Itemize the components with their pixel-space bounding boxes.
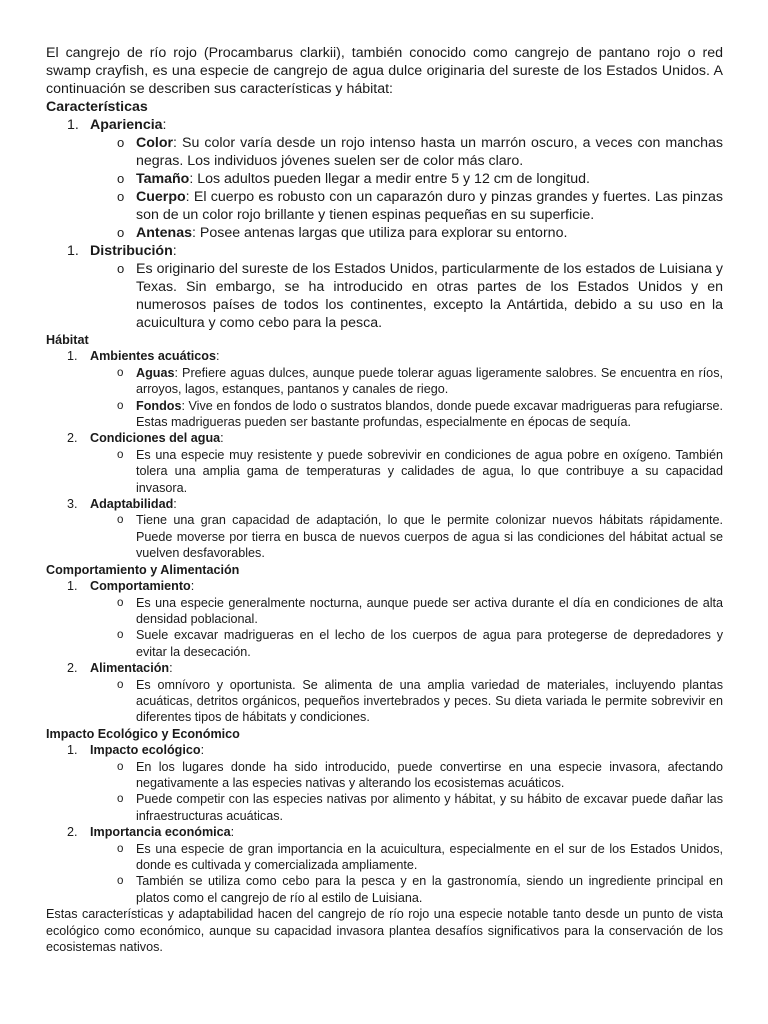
bullet-omnivoro [46, 677, 723, 726]
bullet-marker: o [117, 225, 125, 240]
bullet-text: Es una especie generalmente nocturna, aunque puede ser activa durante el día en condiciones de alta densidad poblacional. [136, 595, 723, 626]
bullet-marker: o [117, 875, 124, 888]
bullet-label: Aguas [136, 365, 175, 380]
bullet-label: Tamaño [136, 171, 190, 187]
section-heading: Características [46, 99, 148, 115]
item-number: 3. [67, 497, 78, 512]
bullet-competir [46, 791, 723, 824]
bullet-fondos [46, 398, 723, 431]
bullet-label: Antenas [136, 225, 192, 241]
bullet-text: Puede competir con las especies nativas por alimento y hábitat, y su hábito de excavar puede dañar las infraestructuras acuáticas. [136, 792, 723, 823]
section-comportamiento [46, 562, 723, 726]
bullet-marker: o [117, 793, 124, 806]
section-heading: Comportamiento y Alimentación [46, 562, 240, 577]
bullet-label: Cuerpo [136, 189, 186, 205]
item-number: 1. [67, 579, 78, 594]
bullet-label: Color [136, 135, 174, 151]
bullet-marker: o [117, 366, 124, 379]
bullet-marker: o [117, 842, 124, 855]
bullet-madrigueras [46, 627, 723, 660]
bullet-label: Fondos [136, 398, 182, 413]
bullet-text: Es una especie muy resistente y puede sobrevivir en condiciones de agua pobre en oxígeno. También tolera una amplia gama de temperaturas y calidades de agua, lo que contribuye a su capacidad invasora. [136, 447, 723, 495]
numbered-item-condiciones: 2. Condiciones del agua: [67, 431, 224, 446]
item-title: Ambientes acuáticos [90, 349, 216, 364]
bullet-marker: o [117, 760, 124, 773]
section-habitat [46, 332, 723, 562]
bullet-text: : Posee antenas largas que utiliza para explorar su entorno. [191, 225, 568, 241]
bullet-distribucion [46, 260, 723, 332]
item-title: Comportamiento [90, 579, 191, 594]
bullet-antenas [46, 224, 723, 242]
item-title: Adaptabilidad [90, 497, 174, 512]
section-heading: Impacto Ecológico y Económico [46, 726, 240, 741]
item-title: Alimentación [90, 661, 170, 676]
item-number: 1. [67, 743, 78, 758]
bullet-aguas [46, 365, 723, 398]
bullet-text: En los lugares donde ha sido introducido, puede convertirse en una especie invasora, afectando negativamente a las especies nativas y alterando los ecosistemas acuáticos. [136, 759, 723, 790]
bullet-cuerpo [46, 188, 723, 224]
item-number: 1. [67, 117, 79, 133]
bullet-nocturna [46, 595, 723, 628]
numbered-item-adaptabilidad: 3. Adaptabilidad: [67, 497, 177, 512]
bullet-text: : Prefiere aguas dulces, aunque puede tolerar aguas ligeramente salobres. Se encuentra en ríos, arroyos, lagos, estanques, pantanos y canales de riego. [136, 365, 723, 397]
bullet-text: Es originario del sureste de los Estados Unidos, particularmente de los estados de Luisiana y Texas. Sin embargo, se ha introducido en otras partes de los Estados Unidos y en numerosos países de todos los continentes, excepto la Antártida, debido a su uso en la acuicultura y como cebo para la pesca. [136, 261, 723, 331]
item-title: Condiciones del agua [90, 431, 221, 446]
bullet-marker: o [117, 514, 124, 527]
numbered-item-apariencia: 1. Apariencia: [67, 117, 167, 133]
numbered-item-importancia-economica: 2. Importancia económica: [67, 825, 235, 840]
bullet-text: Suele excavar madrigueras en el lecho de los cuerpos de agua para protegerse de depredadores y evitar la desecación. [136, 628, 723, 659]
document-page [46, 44, 723, 955]
bullet-marker: o [117, 629, 124, 642]
bullet-marker: o [117, 399, 124, 412]
bullet-cebo [46, 873, 723, 906]
section-heading: Hábitat [46, 333, 89, 347]
section-impacto [46, 726, 723, 906]
item-title: Distribución [90, 243, 173, 259]
item-number: 2. [67, 431, 78, 446]
bullet-marker: o [117, 596, 124, 609]
bullet-marker: o [117, 678, 124, 691]
bullet-marker: o [117, 171, 125, 186]
numbered-item-impacto-ecologico: 1. Impacto ecológico: [67, 743, 205, 758]
bullet-tamano [46, 170, 723, 188]
bullet-marker: o [117, 448, 124, 461]
bullet-marker: o [117, 135, 125, 150]
bullet-text: También se utiliza como cebo para la pesca y en la gastronomía, siendo un ingrediente principal en platos como el cangrejo de río al estilo de Luisiana. [136, 874, 723, 905]
bullet-invasora [46, 759, 723, 792]
bullet-text: Es una especie de gran importancia en la acuicultura, especialmente en el sur de los Estados Unidos, donde es cultivada y comercializada ampliamente. [136, 841, 723, 872]
numbered-item-alimentacion: 2. Alimentación: [67, 661, 173, 676]
numbered-item-comportamiento: 1. Comportamiento: [67, 579, 195, 594]
item-number: 1. [67, 243, 79, 259]
bullet-color [46, 134, 723, 170]
bullet-adaptabilidad [46, 512, 723, 561]
intro-paragraph: El cangrejo de río rojo (Procambarus clarkii), también conocido como cangrejo de pantano rojo o red swamp crayfish, es una especie de cangrejo de agua dulce originaria del sureste de los Estados Unidos. A continuación se describen sus características y hábitat: [46, 45, 723, 97]
item-number: 2. [67, 661, 78, 676]
item-title: Apariencia [90, 117, 163, 133]
bullet-marker: o [117, 189, 125, 204]
bullet-marker: o [117, 261, 125, 276]
conclusion-paragraph: Estas características y adaptabilidad hacen del cangrejo de río rojo una especie notable tanto desde un punto de vista ecológico como económico, aunque su capacidad invasora plantea desafíos significativos para la conservación de los ecosistemas nativos. [46, 907, 723, 955]
bullet-text: : El cuerpo es robusto con un caparazón duro y pinzas grandes y fuertes. Las pinzas son de un color rojo brillante y tienen espinas pequeñas en su superficie. [136, 189, 723, 223]
bullet-text: : Su color varía desde un rojo intenso hasta un marrón oscuro, a veces con manchas negras. Los individuos jóvenes suelen ser de color más claro. [136, 135, 723, 169]
bullet-text: Tiene una gran capacidad de adaptación, lo que le permite colonizar nuevos hábitats rápidamente. Puede moverse por tierra en busca de nuevos cuerpos de agua si las condiciones del hábitat actual se vuelven desfavorables. [136, 513, 723, 561]
bullet-text: : Vive en fondos de lodo o sustratos blandos, donde puede excavar madrigueras para refugiarse. Estas madrigueras pueden ser bastante profundas, especialmente en épocas de sequía. [136, 398, 723, 430]
item-number: 1. [67, 349, 78, 364]
section-caracteristicas [46, 98, 723, 332]
bullet-acuicultura [46, 841, 723, 874]
bullet-condiciones [46, 447, 723, 496]
numbered-item-distribucion: 1. Distribución: [67, 243, 177, 259]
bullet-text: : Los adultos pueden llegar a medir entre 5 y 12 cm de longitud. [189, 171, 590, 187]
numbered-item-ambientes: 1. Ambientes acuáticos: [67, 349, 220, 364]
item-title: Impacto ecológico [90, 743, 201, 758]
item-number: 2. [67, 825, 78, 840]
bullet-text: Es omnívoro y oportunista. Se alimenta de una amplia variedad de materiales, incluyendo plantas acuáticas, detritos orgánicos, pequeños invertebrados y peces. Su dieta variada le permite sobrevivir en diferentes tipos de hábitats y condiciones. [136, 677, 723, 725]
item-title: Importancia económica [90, 825, 231, 840]
